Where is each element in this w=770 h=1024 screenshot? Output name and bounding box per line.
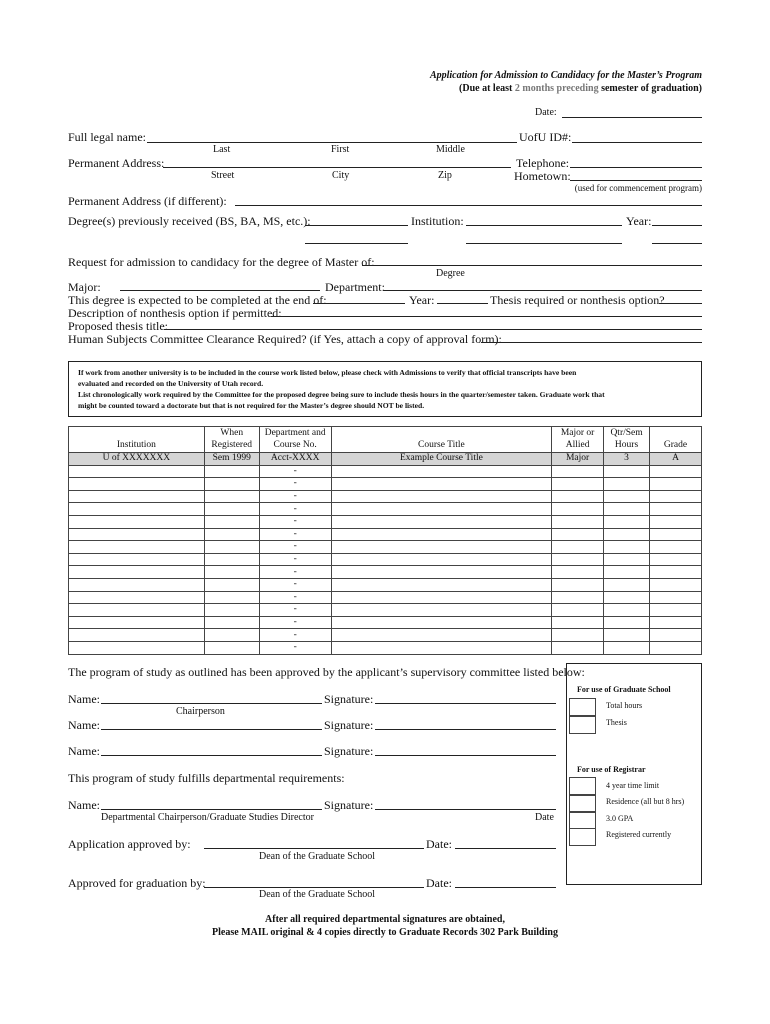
dept-signature-field[interactable]	[375, 809, 556, 810]
table-cell[interactable]	[331, 541, 552, 554]
table-row	[69, 528, 702, 541]
hometown-field[interactable]	[570, 180, 702, 181]
table-cell[interactable]	[69, 515, 205, 528]
table-cell[interactable]	[204, 604, 259, 617]
table-cell[interactable]	[604, 478, 650, 491]
table-cell: Example Course Title	[331, 453, 552, 466]
table-cell[interactable]	[604, 591, 650, 604]
table-cell[interactable]	[604, 553, 650, 566]
major-label: Major:	[68, 280, 101, 294]
table-cell[interactable]	[331, 566, 552, 579]
committee-signature-field-3[interactable]	[375, 755, 556, 756]
telephone-label: Telephone:	[516, 156, 570, 170]
year-field-1[interactable]	[652, 225, 702, 226]
table-row	[69, 490, 702, 503]
table-cell[interactable]	[331, 528, 552, 541]
table-cell[interactable]	[331, 629, 552, 642]
column-header-hours: Qtr/Sem Hours	[604, 427, 650, 453]
table-cell[interactable]	[204, 515, 259, 528]
notice-line: evaluated and recorded on the University of Utah record.	[78, 379, 264, 388]
table-cell[interactable]	[604, 629, 650, 642]
address-part-zip: Zip	[438, 170, 452, 181]
degree-caption: Degree	[436, 268, 465, 279]
department-field[interactable]	[383, 290, 702, 291]
table-cell[interactable]	[331, 478, 552, 491]
table-cell[interactable]	[650, 566, 702, 579]
committee-signature-field-1[interactable]	[375, 703, 556, 704]
table-cell[interactable]	[552, 490, 604, 503]
table-cell[interactable]: -	[259, 515, 331, 528]
address-field[interactable]	[163, 167, 511, 168]
table-cell[interactable]	[204, 465, 259, 478]
table-cell[interactable]	[604, 604, 650, 617]
table-cell[interactable]	[331, 591, 552, 604]
notice-line: might be counted toward a doctorate but that is not required for the Master’s degree should NOT be listed.	[78, 401, 425, 410]
table-row	[69, 629, 702, 642]
column-header-title: Course Title	[331, 427, 552, 453]
completed-year-field[interactable]	[437, 303, 488, 304]
degree-field-2[interactable]	[305, 243, 408, 244]
form-title: Application for Admission to Candidacy for the Master’s Program	[429, 70, 702, 81]
chairperson-caption: Chairperson	[176, 706, 225, 717]
table-cell[interactable]	[331, 604, 552, 617]
grad-school-heading: For use of Graduate School	[577, 685, 671, 694]
example-row	[69, 453, 702, 466]
table-cell[interactable]	[552, 503, 604, 516]
notice-box	[68, 361, 702, 417]
due-suffix: semester of graduation)	[601, 83, 702, 94]
uid-label: UofU ID#:	[519, 130, 572, 144]
degree-field-1[interactable]	[305, 225, 408, 226]
nonthesis-field[interactable]	[271, 316, 702, 317]
column-header-major: Major or Allied	[552, 427, 604, 453]
dept-name-field[interactable]	[101, 809, 322, 810]
table-cell: Sem 1999	[204, 453, 259, 466]
notice-line: If work from another university is to be included in the course work listed below, please check with Admissions to verify that official transcripts have been	[78, 368, 577, 377]
table-cell[interactable]	[604, 490, 650, 503]
address-part-city: City	[332, 170, 350, 181]
table-cell[interactable]	[650, 616, 702, 629]
table-cell[interactable]	[604, 515, 650, 528]
course-table	[68, 426, 702, 655]
table-cell[interactable]	[604, 578, 650, 591]
table-cell[interactable]	[604, 616, 650, 629]
grad-date-label: Date:	[426, 876, 452, 890]
table-cell[interactable]: -	[259, 490, 331, 503]
date-caption: Date	[535, 812, 554, 823]
request-label: Request for admission to candidacy for the degree of Master of:	[68, 255, 375, 269]
hometown-note: (used for commencement program)	[574, 183, 702, 193]
table-cell[interactable]	[552, 515, 604, 528]
committee-name-field-2[interactable]	[101, 729, 322, 730]
table-cell[interactable]	[69, 591, 205, 604]
residence-label: Residence (all but 8 hrs)	[606, 797, 685, 806]
table-cell: Acct-XXXX	[259, 453, 331, 466]
signature-label-4: Signature:	[324, 798, 374, 812]
table-cell[interactable]	[204, 578, 259, 591]
table-cell[interactable]	[69, 578, 205, 591]
table-cell[interactable]	[604, 465, 650, 478]
date-label: Date:	[535, 107, 557, 118]
table-cell[interactable]	[650, 578, 702, 591]
due-highlight: 2 months preceding	[514, 83, 599, 94]
app-date-label: Date:	[426, 837, 452, 851]
dean-caption-2: Dean of the Graduate School	[259, 889, 376, 900]
table-row	[69, 478, 702, 491]
table-cell[interactable]	[331, 616, 552, 629]
table-row	[69, 553, 702, 566]
table-row	[69, 503, 702, 516]
table-cell[interactable]	[650, 641, 702, 654]
uid-field[interactable]	[572, 142, 702, 143]
table-cell[interactable]	[604, 503, 650, 516]
dean-caption-1: Dean of the Graduate School	[259, 851, 376, 862]
name-label-3: Name:	[68, 744, 100, 758]
name-label-4: Name:	[68, 798, 100, 812]
table-row	[69, 616, 702, 629]
table-cell[interactable]	[552, 578, 604, 591]
table-cell[interactable]: -	[259, 629, 331, 642]
table-cell[interactable]	[69, 566, 205, 579]
table-cell[interactable]	[69, 478, 205, 491]
full-name-label: Full legal name:	[68, 130, 146, 144]
table-cell: U of XXXXXXX	[69, 453, 205, 466]
department-label: Department:	[325, 280, 385, 294]
table-cell[interactable]	[331, 503, 552, 516]
table-cell[interactable]: -	[259, 578, 331, 591]
dept-statement: This program of study fulfills departmental requirements:	[68, 771, 345, 785]
column-header-course-no: Department and Course No.	[259, 427, 331, 453]
time-limit-label: 4 year time limit	[606, 781, 660, 790]
registrar-heading: For use of Registrar	[577, 765, 646, 774]
table-cell[interactable]	[69, 541, 205, 554]
signature-label-1: Signature:	[324, 692, 374, 706]
table-cell: Major	[552, 453, 604, 466]
table-cell[interactable]	[331, 490, 552, 503]
grad-approved-label: Approved for graduation by:	[68, 876, 206, 890]
thesis-box[interactable]	[569, 716, 596, 734]
app-approved-label: Application approved by:	[68, 837, 191, 851]
nonthesis-label: Description of nonthesis option if permitted:	[68, 306, 282, 320]
table-cell[interactable]: -	[259, 503, 331, 516]
grad-approved-field[interactable]	[204, 887, 424, 888]
table-cell[interactable]: -	[259, 616, 331, 629]
table-cell[interactable]	[204, 541, 259, 554]
table-header-row	[69, 427, 702, 453]
dept-caption: Departmental Chairperson/Graduate Studies Director	[101, 812, 314, 823]
table-cell[interactable]	[552, 478, 604, 491]
committee-signature-field-2[interactable]	[375, 729, 556, 730]
approval-statement: The program of study as outlined has been approved by the applicant’s supervisory committee listed below:	[68, 665, 585, 679]
completed-year-label: Year:	[409, 293, 435, 307]
table-cell[interactable]	[331, 515, 552, 528]
table-cell[interactable]: -	[259, 528, 331, 541]
table-cell[interactable]	[204, 478, 259, 491]
telephone-field[interactable]	[570, 167, 702, 168]
name-label-1: Name:	[68, 692, 100, 706]
year-label: Year:	[626, 214, 652, 228]
table-cell[interactable]	[331, 553, 552, 566]
date-field[interactable]	[562, 117, 702, 118]
table-cell[interactable]: -	[259, 553, 331, 566]
registered-box[interactable]	[569, 828, 596, 846]
table-row	[69, 541, 702, 554]
table-cell[interactable]	[69, 641, 205, 654]
table-cell[interactable]	[69, 616, 205, 629]
table-row	[69, 465, 702, 478]
name-part-last: Last	[213, 144, 231, 155]
due-prefix: (Due at least	[459, 83, 513, 94]
total-hours-label: Total hours	[606, 701, 643, 710]
name-label-2: Name:	[68, 718, 100, 732]
table-cell[interactable]	[69, 528, 205, 541]
table-cell[interactable]	[204, 591, 259, 604]
table-cell[interactable]	[650, 515, 702, 528]
full-name-field[interactable]	[147, 142, 517, 143]
grad-date-field[interactable]	[455, 887, 556, 888]
app-date-field[interactable]	[455, 848, 556, 849]
signature-label-2: Signature:	[324, 718, 374, 732]
table-cell[interactable]	[204, 641, 259, 654]
table-cell[interactable]	[204, 503, 259, 516]
table-cell[interactable]	[69, 553, 205, 566]
time-limit-box[interactable]	[569, 777, 596, 795]
committee-name-field-3[interactable]	[101, 755, 322, 756]
table-cell[interactable]	[552, 528, 604, 541]
completed-term-field[interactable]	[313, 303, 405, 304]
table-cell[interactable]	[650, 604, 702, 617]
table-cell[interactable]: -	[259, 591, 331, 604]
table-cell[interactable]	[204, 566, 259, 579]
table-cell[interactable]	[552, 641, 604, 654]
institution-field-2[interactable]	[466, 243, 622, 244]
thesis-option-field[interactable]	[659, 303, 702, 304]
table-cell[interactable]	[204, 490, 259, 503]
institution-label: Institution:	[411, 214, 464, 228]
table-cell[interactable]	[204, 629, 259, 642]
committee-name-field-1[interactable]	[101, 703, 322, 704]
table-row	[69, 591, 702, 604]
table-cell[interactable]	[69, 490, 205, 503]
due-note	[459, 83, 702, 94]
table-cell[interactable]: -	[259, 641, 331, 654]
hsc-field[interactable]	[481, 342, 702, 343]
table-cell[interactable]	[650, 591, 702, 604]
thesis-option-label: Thesis required or nonthesis option?	[490, 293, 665, 307]
footer-line-1: After all required departmental signatures are obtained,	[265, 914, 505, 925]
table-cell[interactable]	[69, 503, 205, 516]
table-cell[interactable]: -	[259, 566, 331, 579]
table-cell[interactable]	[604, 566, 650, 579]
name-part-middle: Middle	[436, 144, 465, 155]
year-field-2[interactable]	[652, 243, 702, 244]
table-cell[interactable]	[331, 641, 552, 654]
address-label: Permanent Address:	[68, 156, 165, 170]
address-diff-field[interactable]	[235, 205, 702, 206]
table-row	[69, 578, 702, 591]
table-cell: A	[650, 453, 702, 466]
table-cell[interactable]	[552, 541, 604, 554]
table-cell[interactable]	[69, 604, 205, 617]
hometown-label: Hometown:	[514, 169, 571, 183]
table-row	[69, 641, 702, 654]
table-cell[interactable]	[650, 465, 702, 478]
column-header-institution: Institution	[69, 427, 205, 453]
table-cell[interactable]	[650, 629, 702, 642]
table-cell[interactable]: -	[259, 604, 331, 617]
table-row	[69, 515, 702, 528]
table-cell[interactable]	[650, 490, 702, 503]
degree-field[interactable]	[362, 265, 702, 266]
signature-label-3: Signature:	[324, 744, 374, 758]
name-part-first: First	[331, 144, 350, 155]
footer-line-2: Please MAIL original & 4 copies directly to Graduate Records 302 Park Building	[212, 927, 558, 938]
thesis-title-field[interactable]	[164, 329, 702, 330]
column-header-grade: Grade	[650, 427, 702, 453]
table-cell[interactable]: -	[259, 465, 331, 478]
table-cell[interactable]	[604, 541, 650, 554]
table-cell[interactable]	[204, 528, 259, 541]
table-cell[interactable]	[604, 641, 650, 654]
app-approved-field[interactable]	[204, 848, 424, 849]
table-cell: 3	[604, 453, 650, 466]
table-cell[interactable]	[552, 616, 604, 629]
table-cell[interactable]	[650, 541, 702, 554]
table-cell[interactable]	[650, 553, 702, 566]
degrees-label: Degree(s) previously received (BS, BA, MS, etc.):	[68, 214, 311, 228]
office-use-box	[566, 663, 702, 885]
column-header-registered: When Registered	[204, 427, 259, 453]
table-cell[interactable]	[650, 478, 702, 491]
completed-label: This degree is expected to be completed at the end of:	[68, 293, 327, 307]
table-cell[interactable]	[204, 553, 259, 566]
table-cell[interactable]	[552, 566, 604, 579]
registered-label: Registered currently	[606, 830, 672, 839]
table-cell[interactable]	[69, 465, 205, 478]
table-cell[interactable]	[204, 616, 259, 629]
total-hours-box[interactable]	[569, 698, 596, 716]
table-cell[interactable]	[552, 604, 604, 617]
table-cell[interactable]: -	[259, 478, 331, 491]
gpa-box[interactable]	[569, 811, 596, 829]
table-cell[interactable]	[552, 553, 604, 566]
table-cell[interactable]: -	[259, 541, 331, 554]
hsc-label: Human Subjects Committee Clearance Required? (if Yes, attach a copy of approval form):	[68, 332, 502, 346]
notice-line: List chronologically work required by the Committee for the proposed degree being sure to include thesis hours in the quarter/semester taken. Graduate work that	[78, 390, 605, 399]
major-field[interactable]	[120, 290, 320, 291]
table-row	[69, 604, 702, 617]
table-cell[interactable]	[552, 629, 604, 642]
table-cell[interactable]	[331, 578, 552, 591]
table-row	[69, 566, 702, 579]
table-cell[interactable]	[650, 503, 702, 516]
thesis-title-label: Proposed thesis title:	[68, 319, 168, 333]
gpa-label: 3.0 GPA	[606, 814, 634, 823]
thesis-box-label: Thesis	[606, 718, 627, 727]
address-part-street: Street	[211, 170, 235, 181]
table-cell[interactable]	[604, 528, 650, 541]
address-diff-label: Permanent Address (if different):	[68, 194, 227, 208]
table-cell[interactable]	[552, 591, 604, 604]
table-cell[interactable]	[552, 465, 604, 478]
institution-field-1[interactable]	[466, 225, 622, 226]
table-cell[interactable]	[331, 465, 552, 478]
table-cell[interactable]	[650, 528, 702, 541]
table-cell[interactable]	[69, 629, 205, 642]
